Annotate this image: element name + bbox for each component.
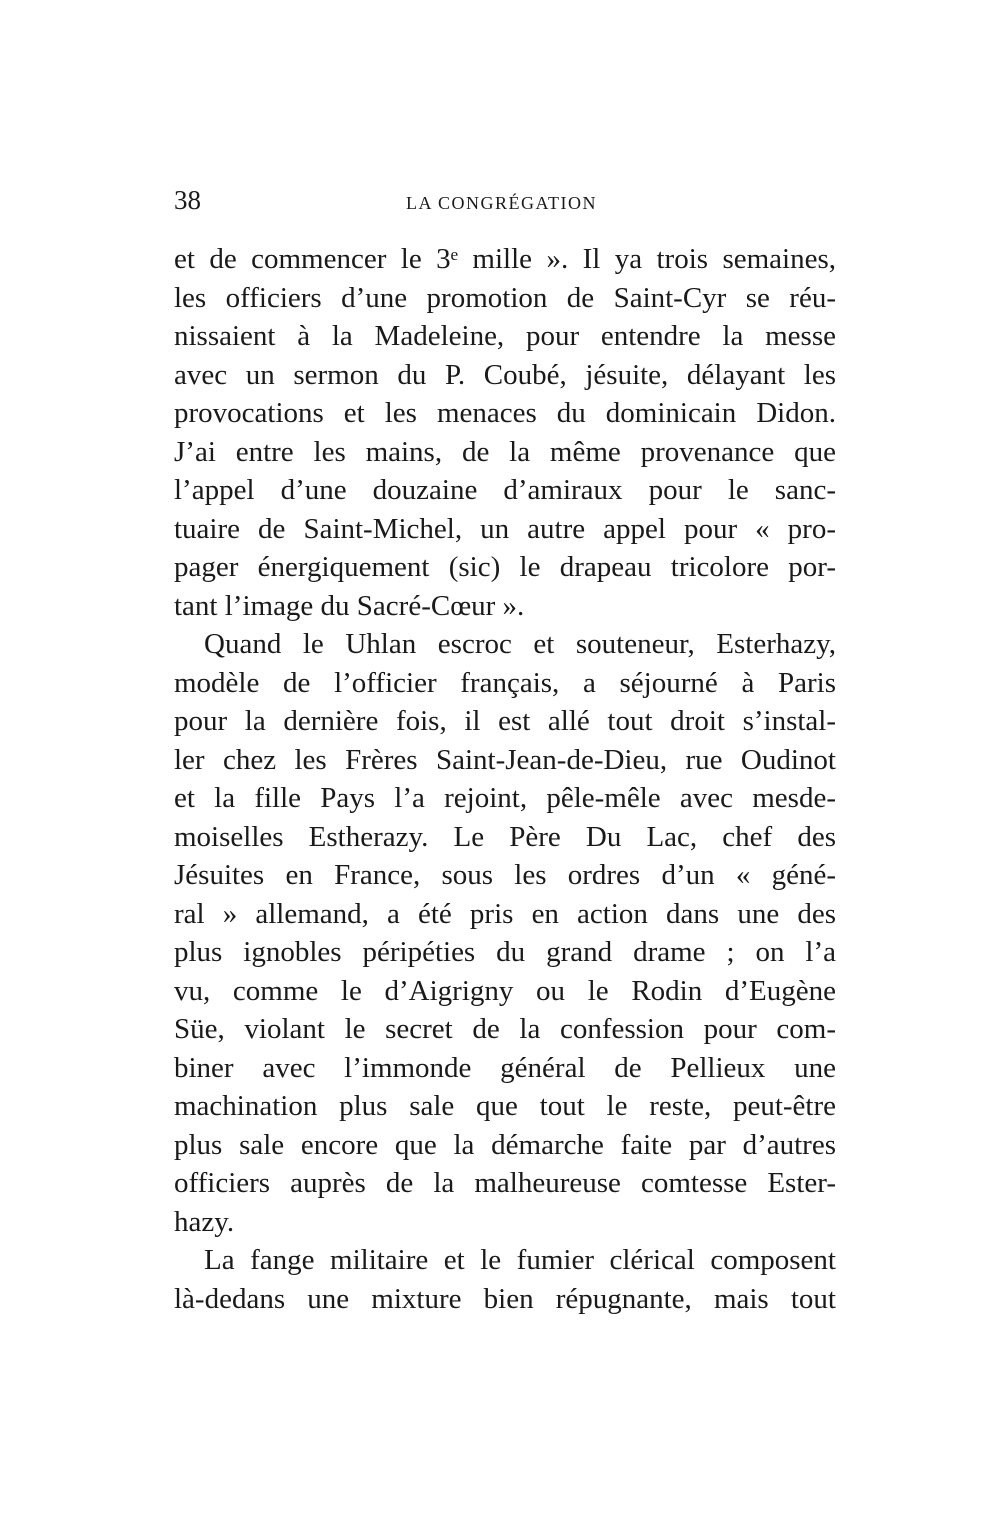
text-line: biner avec l’immonde général de Pellieux une <box>174 1051 836 1084</box>
text-line: machination plus sale que tout le reste, peut-être <box>174 1090 836 1122</box>
text-line: plus sale encore que la démarche faite par d’autres <box>174 1128 836 1161</box>
text-line: les officiers d’une promotion de Saint-Cyr se réu- <box>174 281 836 314</box>
text-line: tuaire de Saint-Michel, un autre appel pour « pro- <box>174 512 836 545</box>
text-line: La fange militaire et le fumier clérical composent <box>204 1244 836 1276</box>
text-line: tant l’image du Sacré-Cœur ». <box>174 589 525 622</box>
text-line: Quand le Uhlan escroc et souteneur, Esterhazy, <box>204 628 836 660</box>
running-head <box>174 183 836 217</box>
text-line: l’appel d’une douzaine d’amiraux pour le sanc- <box>174 474 836 506</box>
text-line: nissaient à la Madeleine, pour entendre la messe <box>174 320 836 352</box>
text-line: avec un sermon du P. Coubé, jésuite, délayant les <box>174 358 836 391</box>
text-line: ral » allemand, a été pris en action dans une des <box>174 897 836 930</box>
text-line: vu, comme le d’Aigrigny ou le Rodin d’Eugène <box>174 974 836 1007</box>
text-line: ler chez les Frères Saint-Jean-de-Dieu, rue Oudinot <box>174 743 836 776</box>
body-text <box>174 240 836 1318</box>
header-title: LA CONGRÉGATION <box>406 193 597 213</box>
text-line: Süe, violant le secret de la confession pour com- <box>174 1013 836 1045</box>
page-number: 38 <box>174 185 201 215</box>
text-line: moiselles Estherazy. Le Père Du Lac, chef des <box>174 820 836 853</box>
text-line: et de commencer le 3ᵉ mille ». Il ya trois semaines, <box>174 243 836 275</box>
text-line: modèle de l’officier français, a séjourné à Paris <box>174 666 836 699</box>
text-line: officiers auprès de la malheureuse comtesse Ester- <box>174 1167 836 1199</box>
text-line: plus ignobles péripéties du grand drame ; on l’a <box>174 936 836 968</box>
text-line: pager énergiquement (sic) le drapeau tricolore por- <box>174 551 836 583</box>
text-line: hazy. <box>174 1205 235 1238</box>
text-line: et la fille Pays l’a rejoint, pêle-mêle avec mesde- <box>174 782 836 814</box>
text-line: là-dedans une mixture bien répugnante, mais tout <box>174 1282 836 1315</box>
text-line: provocations et les menaces du dominicain Didon. <box>174 397 836 429</box>
text-line: J’ai entre les mains, de la même provenance que <box>174 435 836 468</box>
text-line: Jésuites en France, sous les ordres d’un « géné- <box>174 859 836 891</box>
text-line: pour la dernière fois, il est allé tout droit s’instal- <box>174 705 836 737</box>
